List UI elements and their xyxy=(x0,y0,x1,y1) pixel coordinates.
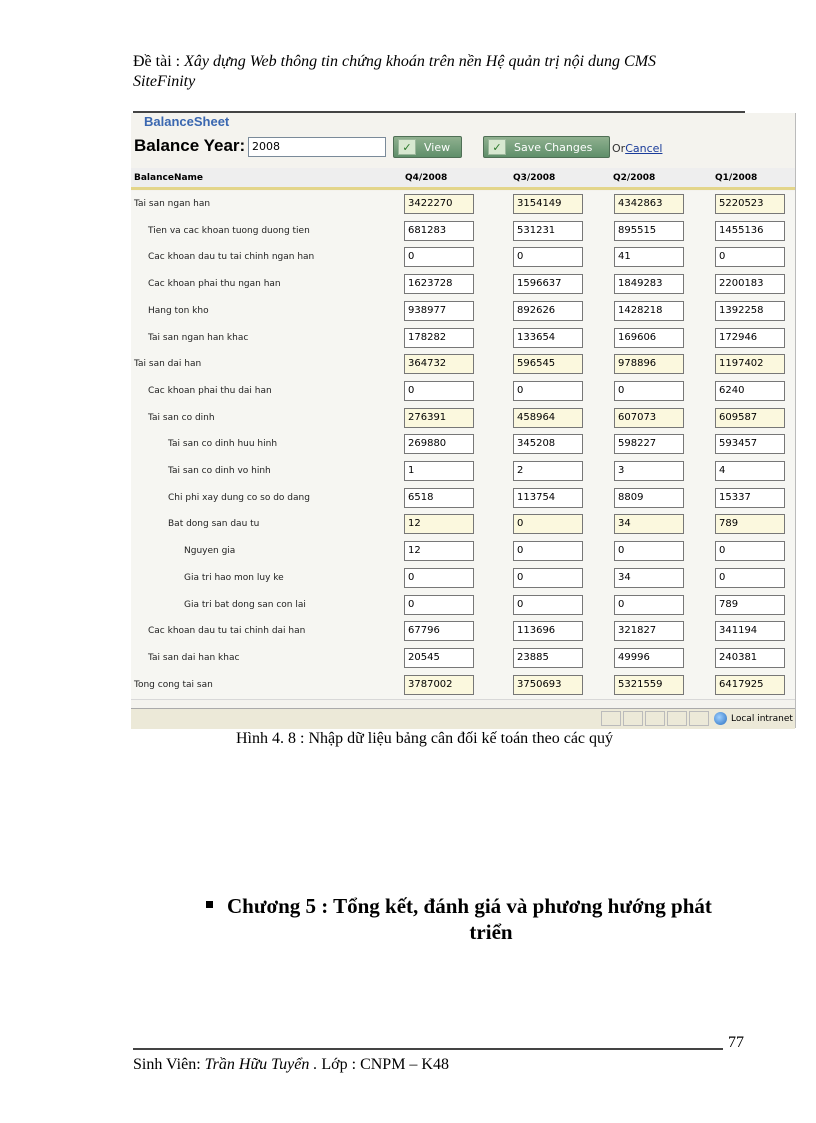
balance-name: Tai san ngan han khac xyxy=(148,332,249,343)
column-header[interactable]: Q3/2008 xyxy=(513,173,556,183)
table-row xyxy=(131,431,795,459)
save-button-label: Save Changes xyxy=(514,140,593,154)
value-input[interactable]: 0 xyxy=(513,381,583,401)
value-input[interactable]: 1392258 xyxy=(715,301,785,321)
bullet-icon xyxy=(206,901,213,908)
value-input[interactable]: 1849283 xyxy=(614,274,684,294)
value-input[interactable]: 0 xyxy=(404,568,474,588)
value-input[interactable]: 0 xyxy=(715,541,785,561)
balance-name: Tai san dai han khac xyxy=(148,652,240,663)
value-input[interactable]: 113754 xyxy=(513,488,583,508)
value-input[interactable]: 321827 xyxy=(614,621,684,641)
value-input[interactable]: 789 xyxy=(715,595,785,615)
view-button[interactable] xyxy=(393,136,462,158)
value-input[interactable]: 41 xyxy=(614,247,684,267)
table-row xyxy=(131,298,795,326)
status-segment xyxy=(623,711,643,726)
value-input[interactable]: 49996 xyxy=(614,648,684,668)
panel-title: BalanceSheet xyxy=(144,114,230,129)
value-input[interactable]: 0 xyxy=(404,595,474,615)
figure-caption: Hình 4. 8 : Nhập dữ liệu bảng cân đối kế toán theo các quý xyxy=(236,730,614,747)
footer-class: Lớp : CNPM – K48 xyxy=(321,1056,449,1073)
footer-rule xyxy=(133,1048,723,1050)
value-input[interactable]: 892626 xyxy=(513,301,583,321)
table-row xyxy=(131,618,795,646)
balance-name: Tai san co dinh vo hinh xyxy=(168,466,271,476)
value-input[interactable]: 0 xyxy=(715,247,785,267)
view-button-label: View xyxy=(424,140,451,154)
balance-name: Bat dong san dau tu xyxy=(168,519,260,530)
balance-name: Chi phi xay dung co so do dang xyxy=(168,492,310,503)
value-input[interactable]: 609587 xyxy=(715,408,785,428)
balance-name: Cac khoan dau tu tai chinh dai han xyxy=(148,626,306,637)
page-header xyxy=(133,52,733,92)
chapter-line2: triển xyxy=(469,920,513,944)
value-input[interactable]: 598227 xyxy=(614,434,684,454)
or-cancel xyxy=(612,142,662,155)
value-input[interactable]: 6417925 xyxy=(715,675,785,695)
value-input[interactable]: 0 xyxy=(513,514,583,534)
status-segment xyxy=(667,711,687,726)
value-input[interactable]: 6240 xyxy=(715,381,785,401)
value-input[interactable]: 5321559 xyxy=(614,675,684,695)
table-row xyxy=(131,485,795,513)
balance-sheet-screenshot xyxy=(131,113,796,728)
value-input[interactable]: 4342863 xyxy=(614,194,684,214)
value-input[interactable]: 67796 xyxy=(404,621,474,641)
table-row xyxy=(131,592,795,620)
value-input[interactable]: 4 xyxy=(715,461,785,481)
value-input[interactable]: 172946 xyxy=(715,328,785,348)
value-input[interactable]: 34 xyxy=(614,568,684,588)
column-header[interactable]: Q4/2008 xyxy=(405,173,448,183)
value-input[interactable]: 23885 xyxy=(513,648,583,668)
cancel-link[interactable]: Cancel xyxy=(625,142,663,155)
status-segment xyxy=(645,711,665,726)
value-input[interactable]: 0 xyxy=(513,541,583,561)
value-input[interactable]: 607073 xyxy=(614,408,684,428)
value-input[interactable]: 681283 xyxy=(404,221,474,241)
balance-name: Cac khoan dau tu tai chinh ngan han xyxy=(148,252,315,263)
header-title-line1: Xây dựng Web thông tin chứng khoán trên nền Hệ quản trị nội dung CMS xyxy=(184,53,657,70)
value-input[interactable]: 20545 xyxy=(404,648,474,668)
value-input[interactable]: 3787002 xyxy=(404,675,474,695)
value-input[interactable]: 0 xyxy=(513,247,583,267)
value-input[interactable]: 2200183 xyxy=(715,274,785,294)
table-row xyxy=(131,325,795,353)
value-input[interactable]: 0 xyxy=(404,247,474,267)
check-icon: ✓ xyxy=(398,139,416,155)
value-input[interactable]: 1197402 xyxy=(715,354,785,374)
globe-icon xyxy=(714,712,727,725)
value-input[interactable]: 341194 xyxy=(715,621,785,641)
table-header xyxy=(131,168,795,190)
table-row xyxy=(131,244,795,272)
value-input[interactable]: 15337 xyxy=(715,488,785,508)
value-input[interactable]: 0 xyxy=(715,568,785,588)
value-input[interactable]: 1428218 xyxy=(614,301,684,321)
value-input[interactable]: 593457 xyxy=(715,434,785,454)
value-input[interactable]: 12 xyxy=(404,541,474,561)
table-row xyxy=(131,565,795,593)
year-input[interactable]: 2008 xyxy=(248,137,386,157)
column-header[interactable]: Q2/2008 xyxy=(613,173,656,183)
check-icon: ✓ xyxy=(488,139,506,155)
value-input[interactable]: 169606 xyxy=(614,328,684,348)
value-input[interactable]: 276391 xyxy=(404,408,474,428)
table-row xyxy=(131,645,795,673)
balance-name: Tien va cac khoan tuong duong tien xyxy=(148,225,310,236)
chapter-heading xyxy=(206,893,746,945)
value-input[interactable]: 0 xyxy=(404,381,474,401)
value-input[interactable]: 6518 xyxy=(404,488,474,508)
value-input[interactable]: 531231 xyxy=(513,221,583,241)
header-title-line2: SiteFinity xyxy=(133,73,196,90)
balance-name: Tai san ngan han xyxy=(134,199,211,209)
value-input[interactable]: 34 xyxy=(614,514,684,534)
value-input[interactable]: 2 xyxy=(513,461,583,481)
value-input[interactable]: 133654 xyxy=(513,328,583,348)
value-input[interactable]: 113696 xyxy=(513,621,583,641)
table-row xyxy=(131,405,795,433)
balance-name: Hang ton kho xyxy=(148,305,209,316)
table-row xyxy=(131,511,795,539)
table-row xyxy=(131,672,795,700)
value-input[interactable]: 178282 xyxy=(404,328,474,348)
footer-student-name: Trần Hữu Tuyển . xyxy=(204,1056,318,1073)
value-input[interactable]: 0 xyxy=(614,541,684,561)
security-zone xyxy=(714,712,793,725)
balance-name: Tong cong tai san xyxy=(134,679,213,690)
value-input[interactable]: 364732 xyxy=(404,354,474,374)
value-input[interactable]: 1 xyxy=(404,461,474,481)
page-number: 77 xyxy=(728,1034,744,1051)
or-text: Or xyxy=(612,142,626,155)
value-input[interactable]: 978896 xyxy=(614,354,684,374)
table-row xyxy=(131,351,795,379)
value-input[interactable]: 345208 xyxy=(513,434,583,454)
value-input[interactable]: 1596637 xyxy=(513,274,583,294)
balance-name: Cac khoan phai thu dai han xyxy=(148,385,272,396)
value-input[interactable]: 0 xyxy=(614,381,684,401)
status-segment xyxy=(689,711,709,726)
year-label: Balance Year: xyxy=(134,136,246,155)
value-input[interactable]: 3750693 xyxy=(513,675,583,695)
table-row xyxy=(131,218,795,246)
value-input[interactable]: 1623728 xyxy=(404,274,474,294)
value-input[interactable]: 789 xyxy=(715,514,785,534)
balance-name: Tai san co dinh huu hinh xyxy=(168,439,278,450)
value-input[interactable]: 895515 xyxy=(614,221,684,241)
footer-label: Sinh Viên: xyxy=(133,1056,201,1073)
chapter-line1: Chương 5 : Tổng kết, đánh giá và phương hướng phát xyxy=(227,894,712,918)
value-input[interactable]: 8809 xyxy=(614,488,684,508)
balance-name: Nguyen gia xyxy=(184,546,236,557)
table-row xyxy=(131,378,795,406)
value-input[interactable]: 240381 xyxy=(715,648,785,668)
column-header[interactable]: Q1/2008 xyxy=(715,173,758,183)
balance-name: Gia tri bat dong san con lai xyxy=(184,599,306,610)
value-input[interactable]: 596545 xyxy=(513,354,583,374)
value-input[interactable]: 269880 xyxy=(404,434,474,454)
value-input[interactable]: 0 xyxy=(513,595,583,615)
table-row xyxy=(131,538,795,566)
value-input[interactable]: 12 xyxy=(404,514,474,534)
value-input[interactable]: 1455136 xyxy=(715,221,785,241)
table-row xyxy=(131,191,795,219)
value-input[interactable]: 0 xyxy=(614,595,684,615)
status-segment xyxy=(601,711,621,726)
value-input[interactable]: 5220523 xyxy=(715,194,785,214)
balance-name: Tai san dai han xyxy=(134,359,202,370)
save-changes-button[interactable] xyxy=(483,136,610,158)
header-prefix: Đề tài : xyxy=(133,53,181,70)
column-header[interactable]: BalanceName xyxy=(134,173,204,183)
value-input[interactable]: 3422270 xyxy=(404,194,474,214)
value-input[interactable]: 938977 xyxy=(404,301,474,321)
value-input[interactable]: 3154149 xyxy=(513,194,583,214)
balance-name: Tai san co dinh xyxy=(148,412,215,423)
balance-name: Cac khoan phai thu ngan han xyxy=(148,279,281,290)
table-row xyxy=(131,458,795,486)
status-bar xyxy=(131,708,795,729)
zone-label: Local intranet xyxy=(731,713,793,724)
table-row xyxy=(131,271,795,299)
value-input[interactable]: 0 xyxy=(513,568,583,588)
value-input[interactable]: 458964 xyxy=(513,408,583,428)
balance-name: Gia tri hao mon luy ke xyxy=(184,572,284,583)
value-input[interactable]: 3 xyxy=(614,461,684,481)
page-footer xyxy=(133,1056,449,1074)
